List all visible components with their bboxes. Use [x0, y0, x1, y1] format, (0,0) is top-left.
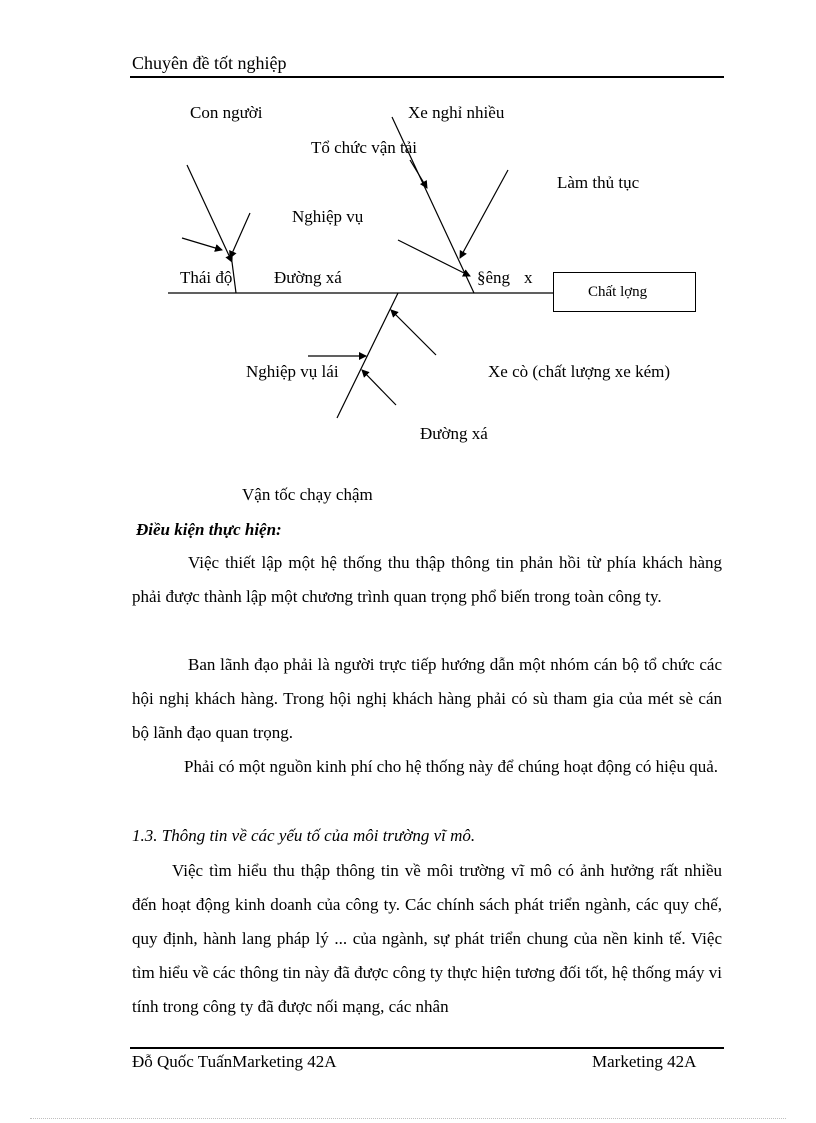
page-bottom-dotted-line [30, 1118, 786, 1119]
label-van-toc: Vận tốc chạy chậm [242, 485, 373, 504]
label-xe-nghi-nhieu: Xe nghỉ nhiều [408, 103, 505, 122]
label-duong-xa-top: Đường xá [274, 268, 342, 287]
paragraph-2: Ban lãnh đạo phải là người trực tiếp hướng dẫn một nhóm cán bộ tổ chức các hội nghị khách hàng. Trong hội nghị khách hàng phải có sù tham gia của mét sè cán bộ lãnh đạo quan trọng. [132, 655, 722, 742]
label-xe-co: Xe cò (chất lượng xe kém) [488, 362, 670, 381]
label-duong-xa-bottom: Đường xá [420, 424, 488, 443]
arrow-nghiep-vu [398, 240, 470, 276]
arrow-lam-thu-tuc [460, 170, 508, 258]
footer-rule [130, 1047, 724, 1049]
footer-right: Marketing 42A [592, 1052, 697, 1071]
paragraph-1: Việc thiết lập một hệ thống thu thập thông tin phản hồi từ phía khách hàng phải được thành lập một chương trình quan trọng phổ biến trong toàn công ty. [132, 553, 722, 606]
arrow-xe-nghi [410, 160, 427, 188]
effect-box-chat-luong: Chất lợng [553, 272, 696, 312]
subsection-heading: 1.3. Thông tin về các yếu tố của môi trường vĩ mô. [132, 826, 476, 845]
paragraph-body: Việc tìm hiểu thu thập thông tin về môi trường vĩ mô có ảnh hưởng rất nhiều đến hoạt động kinh doanh của công ty. Các chính sách phát triển ngành, các quy chế, quy định, hành lang pháp lý ... của ngành, sự phát triển chung của nền kinh tế. Việc tìm hiểu về các thông tin này đã được công ty thực hiện tương đối tốt, hệ thống máy vi tính trong công ty đã được nối mạng, các nhân [132, 861, 722, 1016]
label-nghiep-vu: Nghiệp vụ [292, 207, 364, 226]
arrow-xe-co [391, 310, 436, 355]
section-heading: Điều kiện thực hiện: [136, 520, 282, 539]
label-x: x [524, 268, 533, 287]
page-header-title: Chuyên đề tốt nghiệp [132, 53, 287, 73]
arrow-thai-do-side [182, 238, 222, 250]
label-seng: §êng [477, 268, 511, 287]
arrow-duong-xa-bottom [362, 370, 396, 405]
bone-con-nguoi-end [232, 262, 236, 293]
label-thai-do: Thái độ [180, 268, 233, 287]
label-nghiep-vu-lai: Nghiệp vụ lái [246, 362, 339, 381]
bone-con-nguoi [187, 165, 232, 262]
footer-left: Đỗ Quốc TuấnMarketing 42A [132, 1052, 337, 1071]
arrow-thai-do [230, 213, 250, 258]
label-to-chuc-van-tai: Tổ chức vận tải [311, 138, 417, 157]
paragraph-3: Phải có một nguồn kinh phí cho hệ thống này để chúng hoạt động có hiệu quả. [184, 757, 718, 776]
label-con-nguoi: Con người [190, 103, 263, 122]
label-lam-thu-tuc: Làm thủ tục [557, 173, 640, 192]
